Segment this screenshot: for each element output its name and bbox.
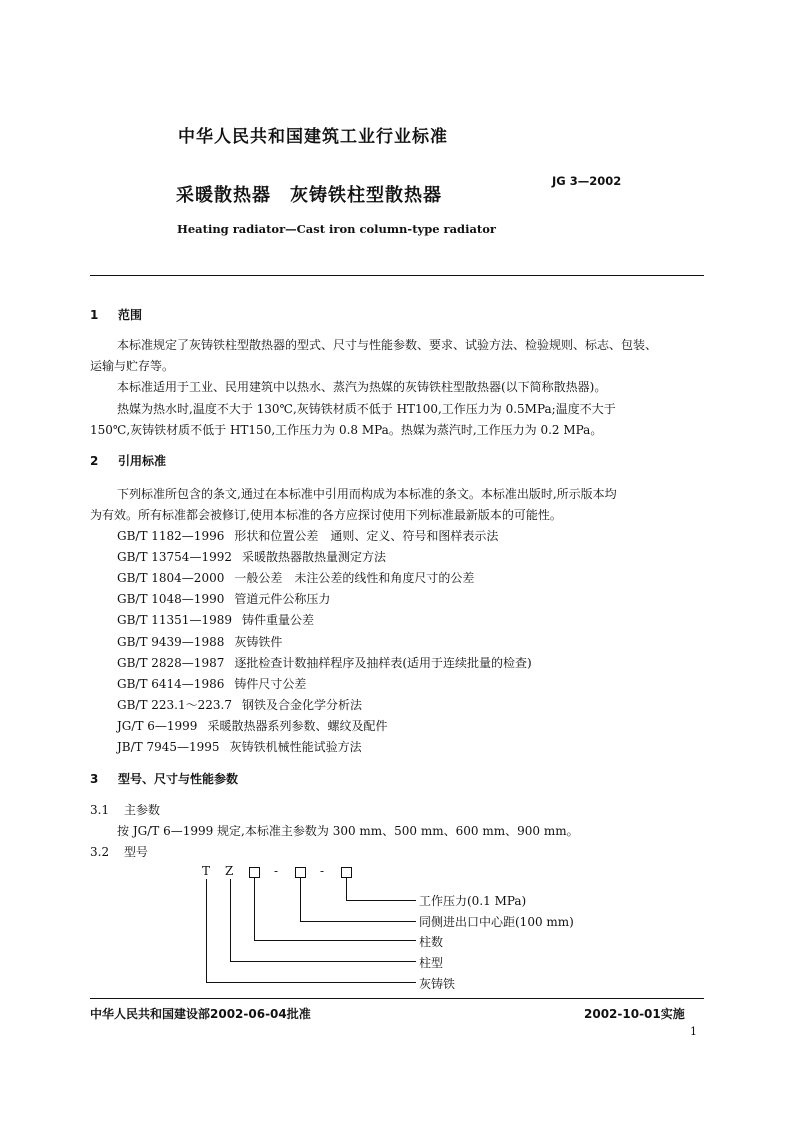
approval-note: 中华人民共和国建设部2002-06-04批准 (90, 1007, 311, 1021)
paragraph-line: 下列标准所包含的条文,通过在本标准中引用而构成为本标准的条文。本标准出版时,所示版本均 (117, 487, 617, 501)
reference-name: 灰铸铁件 (234, 635, 283, 649)
paragraph-line: 热媒为热水时,温度不大于 130℃,灰铸铁材质不低于 HT100,工作压力为 0.5MPa;温度不大于 (117, 402, 616, 416)
label-gray-cast-iron: 灰铸铁 (419, 977, 456, 991)
section-number: 3 (90, 772, 99, 786)
label-column-count: 柱数 (419, 935, 444, 949)
section-1-heading (90, 306, 142, 323)
paragraph-line: 按 JG/T 6—1999 规定,本标准主参数为 300 mm、500 mm、600 mm、900 mm。 (117, 824, 579, 838)
reference-code: GB/T 1048—1990 (117, 592, 225, 606)
reference-name: 一般公差 未注公差的线性和角度尺寸的公差 (234, 571, 475, 585)
leader-line (300, 878, 301, 922)
subsection-title: 型号 (124, 845, 149, 859)
header-divider (90, 275, 704, 276)
section-title: 引用标准 (118, 454, 167, 468)
label-column-type: 柱型 (419, 956, 444, 970)
leader-line (254, 878, 255, 941)
reference-code: JG/T 6—1999 (117, 719, 198, 733)
reference-name: 采暖散热器系列参数、螺纹及配件 (207, 719, 388, 733)
placeholder-box-pressure (341, 867, 352, 878)
reference-name: 采暖散热器散热量测定方法 (241, 550, 386, 564)
code-letter-z: Z (225, 864, 234, 878)
reference-item (117, 548, 386, 565)
reference-code: GB/T 1804—2000 (117, 571, 225, 585)
subsection-title: 主参数 (124, 803, 161, 817)
subsection-number: 3.1 (90, 803, 110, 817)
subsection-3-1-heading (90, 801, 160, 818)
placeholder-box-columns (249, 867, 260, 878)
reference-name: 灰铸铁机械性能试验方法 (229, 740, 362, 754)
standard-title-english: Heating radiator—Cast iron column-type radiator (177, 222, 496, 236)
code-letter-t: T (202, 864, 211, 878)
leader-line (254, 940, 416, 941)
label-center-distance: 同侧进出口中心距(100 mm) (419, 915, 574, 929)
reference-code: GB/T 1182—1996 (117, 529, 225, 543)
reference-code: GB/T 11351—1989 (117, 613, 232, 627)
paragraph-line: 本标准适用于工业、民用建筑中以热水、蒸汽为热媒的灰铸铁柱型散热器(以下简称散热器)。 (117, 380, 607, 394)
reference-code: GB/T 6414—1986 (117, 677, 225, 691)
reference-item (117, 738, 362, 755)
subsection-3-2-heading (90, 843, 148, 860)
section-title: 范围 (118, 308, 143, 322)
leader-line (230, 961, 416, 962)
reference-name: 形状和位置公差 通则、定义、符号和图样表示法 (234, 529, 499, 543)
subsection-number: 3.2 (90, 845, 110, 859)
leader-line (206, 982, 416, 983)
reference-item (117, 654, 532, 671)
placeholder-box-center-distance (295, 867, 306, 878)
reference-item (117, 611, 314, 628)
paragraph-line: 运输与贮存等。 (90, 359, 175, 373)
reference-item (117, 696, 362, 713)
section-number: 2 (90, 454, 99, 468)
issuing-organization: 中华人民共和国建筑工业行业标准 (178, 127, 448, 147)
reference-name: 钢铁及合金化学分析法 (241, 698, 362, 712)
reference-item (117, 527, 498, 544)
effective-date: 2002-10-01实施 (584, 1007, 685, 1021)
standard-title: 采暖散热器 灰铸铁柱型散热器 (176, 185, 442, 206)
leader-line (346, 878, 347, 901)
reference-item (117, 569, 474, 586)
reference-item (117, 590, 330, 607)
section-2-heading (90, 452, 166, 469)
code-dash: - (274, 864, 279, 878)
leader-line (230, 879, 231, 962)
reference-code: GB/T 13754—1992 (117, 550, 232, 564)
reference-name: 管道元件公称压力 (234, 592, 331, 606)
standard-number: JG 3—2002 (552, 174, 622, 188)
reference-item (117, 675, 306, 692)
section-title: 型号、尺寸与性能参数 (118, 772, 239, 786)
leader-line (206, 879, 207, 983)
reference-code: GB/T 2828—1987 (117, 656, 225, 670)
leader-line (346, 900, 416, 901)
paragraph-line: 为有效。所有标准都会被修订,使用本标准的各方应探讨使用下列标准最新版本的可能性。 (90, 508, 562, 522)
reference-item (117, 633, 282, 650)
section-3-heading (90, 770, 238, 787)
page-number: 1 (690, 1025, 697, 1038)
label-working-pressure: 工作压力(0.1 MPa) (419, 894, 527, 908)
paragraph-line: 本标准规定了灰铸铁柱型散热器的型式、尺寸与性能参数、要求、试验方法、检验规则、标志、包装、 (117, 338, 658, 352)
reference-name: 铸件重量公差 (241, 613, 314, 627)
reference-item (117, 717, 387, 734)
code-dash: - (320, 864, 325, 878)
section-number: 1 (90, 308, 99, 322)
reference-name: 逐批检查计数抽样程序及抽样表(适用于连续批量的检查) (234, 656, 532, 670)
reference-name: 铸件尺寸公差 (234, 677, 307, 691)
reference-code: GB/T 223.1～223.7 (117, 698, 232, 712)
reference-code: JB/T 7945—1995 (117, 740, 220, 754)
reference-code: GB/T 9439—1988 (117, 635, 225, 649)
footer-divider (90, 998, 704, 999)
paragraph-line: 150℃,灰铸铁材质不低于 HT150,工作压力为 0.8 MPa。热媒为蒸汽时,工作压力为 0.2 MPa。 (90, 423, 603, 437)
leader-line (300, 921, 416, 922)
